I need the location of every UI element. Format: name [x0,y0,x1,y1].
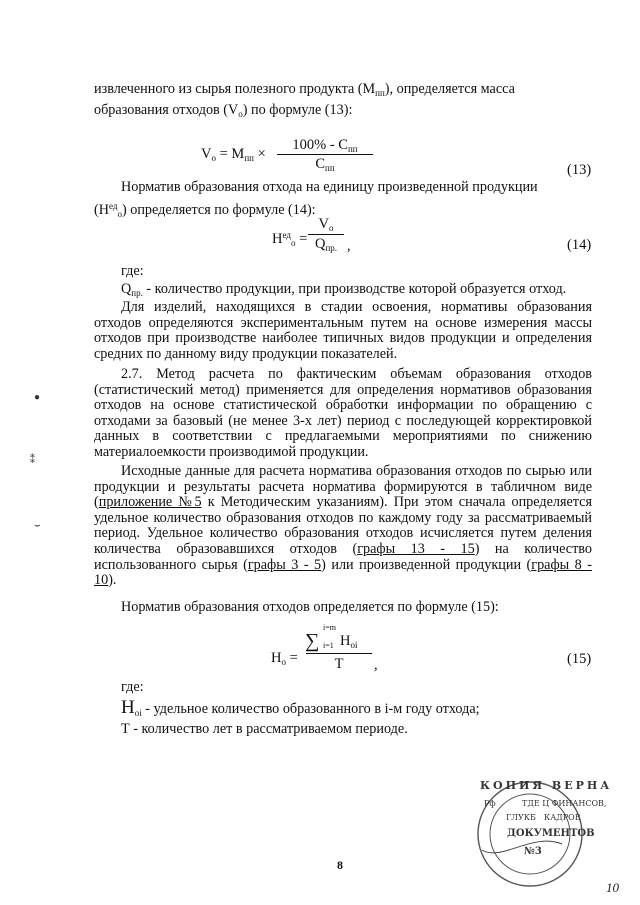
margin-mark: ⌣ [34,520,41,531]
f15-comma: , [374,657,378,673]
stamp-line3b: КАДРОВ [544,813,581,822]
f13-lhs: $V_о = М_{пп}$ × [201,146,266,163]
f15-fraction-bar [306,653,372,654]
f13-fraction-bar [277,154,373,155]
margin-mark: ⁑ [30,455,35,466]
f13-denominator: $С_{пп}$ [315,156,335,173]
f15-lhs: $Н_о$ = [271,650,298,667]
link-columns-8-10[interactable]: графы 8 - 10 [94,556,592,589]
f13-tag: (13) [567,162,592,178]
page-number: 8 [337,858,343,872]
text-line: Норматив образования отхода на единицу произведенной продукции [121,179,538,195]
text-line: извлеченного из сырья полезного продукта $(М_{пп})$, определяется масса [94,81,515,98]
f15-tag: (15) [567,651,592,667]
text-line: Т - количество лет в рассматриваемом периоде. [121,721,408,737]
stamp-line4: ДОКУМЕНТОВ [507,828,595,839]
link-columns-3-5[interactable]: графы 3 - 5 [247,556,322,573]
f13-numerator: $100\% - С_{пп}$ [292,137,358,154]
f14-numerator: $V_о$ [318,216,334,233]
margin-mark: ● [34,392,41,403]
handwritten-page-number: 10 [606,880,619,895]
f15-h: $Н_{oi}$ [340,633,358,650]
text-line: $Н_{oi}$ - удельное количество образованного в i-м году отхода; [121,697,480,718]
stamp-line1: КОПИЯ ВЕРНА [480,779,613,792]
text-line: Норматив образования отходов определяется по формуле (15): [121,599,499,615]
text-line: $(Н^{ед}_о)$ определяется по формуле (14): [94,201,316,219]
f14-comma: , [347,238,351,254]
f15-denominator: Т [334,656,344,672]
f15-sum-top: i=m [323,623,336,632]
text-line: $Q_{пр.}$ - количество продукции, при производстве которой образуется отход. [121,281,567,298]
paragraph: Исходные данные для расчета норматива образования отходов по сырью или продукции и результаты расчета норматива формируются в табличном виде (приложение №5 к Методическим указаниям). При этом сначала определяется удельное количество образования отходов по каждому году за рассматриваемый период. Удельное количество образования отходов исчисляется путем деления количества образовавшихся отходов (графы 13 - 15) на количество использованного сырья (графы 3 - 5) или произведенной продукции (графы 8 - 10). [94,463,593,589]
stamp-line2b: ТДЕ Ц ФИНАНСОВ, [522,799,607,808]
link-appendix-5[interactable]: приложение №5 [98,494,202,511]
text-line: образования отходов $(V_о)$ по формуле (13): [94,102,353,119]
text-line: где: [121,263,144,279]
text-line: где: [121,679,144,695]
f14-fraction-bar [308,234,344,235]
f14-lhs: $Н^{ед}_о$ = [272,230,308,248]
link-columns-13-15[interactable]: графы 13 - 15 [357,540,475,557]
stamp-line2: Рф [484,799,496,808]
paragraph: 2.7. Метод расчета по фактическим объемам образования отходов (статистический метод) применяется для определения нормативов образования отходов на основе статистической обработки информации по обращению с отходами за базовый (не менее 3-х лет) период с последующей корректировкой данных в соответствии с предлагаемыми мероприятиями по снижению материалоемкости производимой продукции. [94,366,592,460]
f15-sum-bottom: i=1 [323,641,334,650]
f15-numerator: ∑ [305,630,320,652]
copy-certified-stamp [462,772,613,890]
stamp-line3: ГЛУКБ [506,813,536,822]
stamp-line5: №3 [524,846,542,857]
f14-tag: (14) [567,237,592,253]
paragraph: Для изделий, находящихся в стадии освоения, нормативы образования отходов определяются экспериментальным путем на основе измерения массы отходов при производстве наиболее типичных видов продукции и определения средних по данному виду продукции показателей. [94,299,592,362]
f14-denominator: $Q_{пр.}$ [314,236,338,253]
